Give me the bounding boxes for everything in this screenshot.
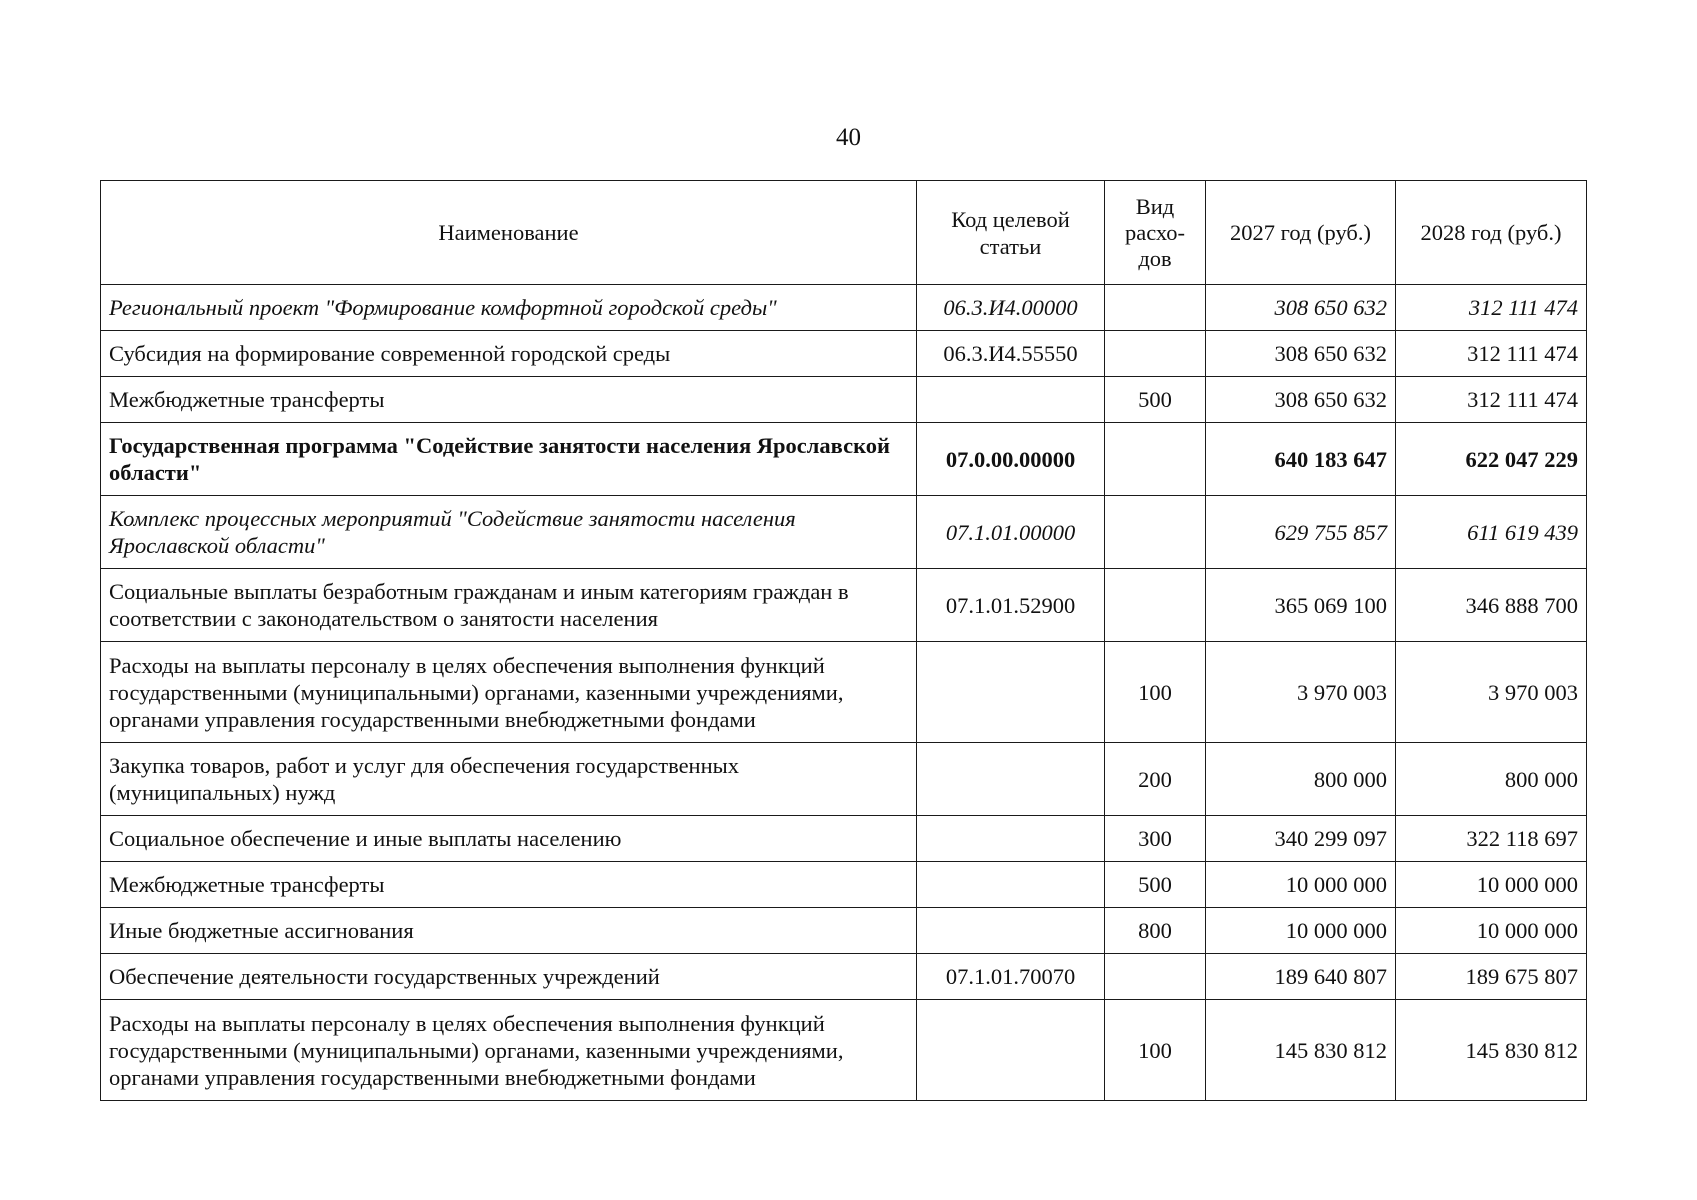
row-2028: 312 111 474 [1396,377,1587,423]
table-row [101,285,1587,331]
row-code: 07.1.01.00000 [917,496,1105,569]
row-vid [1105,954,1206,1000]
header-vid-line-1: Вид [1135,193,1175,219]
row-code [917,908,1105,954]
row-vid: 500 [1105,377,1206,423]
row-2027: 365 069 100 [1206,569,1396,642]
table-row [101,569,1587,642]
header-vid-line-3: дов [1138,245,1172,271]
row-2027: 308 650 632 [1206,377,1396,423]
row-vid [1105,285,1206,331]
header-name: Наименование [101,181,917,285]
row-2028: 312 111 474 [1396,285,1587,331]
row-vid [1105,331,1206,377]
header-2028: 2028 год (руб.) [1396,181,1587,285]
row-name: Межбюджетные трансферты [101,862,917,908]
row-vid: 100 [1105,1000,1206,1101]
row-2027: 800 000 [1206,743,1396,816]
row-2028: 312 111 474 [1396,331,1587,377]
table-row [101,816,1587,862]
table-row [101,908,1587,954]
table-header-row [101,181,1587,285]
row-2027: 145 830 812 [1206,1000,1396,1101]
row-2028: 3 970 003 [1396,642,1587,743]
row-name: Субсидия на формирование современной городской среды [101,331,917,377]
row-code: 06.3.И4.00000 [917,285,1105,331]
header-code: Код целевой статьи [917,181,1105,285]
row-2027: 308 650 632 [1206,331,1396,377]
row-name: Межбюджетные трансферты [101,377,917,423]
row-2028: 10 000 000 [1396,862,1587,908]
row-code [917,377,1105,423]
row-2028: 622 047 229 [1396,423,1587,496]
header-2027: 2027 год (руб.) [1206,181,1396,285]
budget-table [100,180,1587,1101]
row-code [917,816,1105,862]
row-2028: 611 619 439 [1396,496,1587,569]
row-vid [1105,569,1206,642]
table-row [101,331,1587,377]
row-vid: 800 [1105,908,1206,954]
row-2028: 322 118 697 [1396,816,1587,862]
row-2027: 189 640 807 [1206,954,1396,1000]
row-vid: 200 [1105,743,1206,816]
row-code [917,862,1105,908]
header-vid [1105,181,1206,285]
row-code: 07.0.00.00000 [917,423,1105,496]
row-code [917,1000,1105,1101]
row-2028: 145 830 812 [1396,1000,1587,1101]
row-name: Закупка товаров, работ и услуг для обеспечения государственных (муниципальных) нужд [101,743,917,816]
row-2027: 629 755 857 [1206,496,1396,569]
row-name: Иные бюджетные ассигнования [101,908,917,954]
row-2028: 10 000 000 [1396,908,1587,954]
row-name: Расходы на выплаты персоналу в целях обеспечения выполнения функций государственными (муниципальными) органами, казенными учреждениями, органами управления государственными внебюджетными фондами [101,1000,917,1101]
table-row [101,377,1587,423]
header-vid-line-2: расхо- [1124,219,1186,245]
table-row [101,954,1587,1000]
row-vid: 100 [1105,642,1206,743]
table-row [101,862,1587,908]
row-name: Государственная программа "Содействие занятости населения Ярославской области" [101,423,917,496]
row-2028: 800 000 [1396,743,1587,816]
row-2027: 3 970 003 [1206,642,1396,743]
row-vid: 500 [1105,862,1206,908]
table-row [101,743,1587,816]
row-vid [1105,496,1206,569]
row-name: Региональный проект "Формирование комфортной городской среды" [101,285,917,331]
row-code [917,642,1105,743]
row-code: 06.3.И4.55550 [917,331,1105,377]
row-name: Комплекс процессных мероприятий "Содействие занятости населения Ярославской области" [101,496,917,569]
row-2027: 340 299 097 [1206,816,1396,862]
row-2027: 640 183 647 [1206,423,1396,496]
table-row [101,1000,1587,1101]
page-number: 40 [836,124,861,151]
row-code [917,743,1105,816]
table-row [101,423,1587,496]
row-vid: 300 [1105,816,1206,862]
row-2028: 346 888 700 [1396,569,1587,642]
row-code: 07.1.01.70070 [917,954,1105,1000]
row-code: 07.1.01.52900 [917,569,1105,642]
row-name: Обеспечение деятельности государственных учреждений [101,954,917,1000]
table-row [101,642,1587,743]
row-vid [1105,423,1206,496]
row-2027: 10 000 000 [1206,908,1396,954]
row-2027: 10 000 000 [1206,862,1396,908]
row-2027: 308 650 632 [1206,285,1396,331]
table-row [101,496,1587,569]
row-name: Расходы на выплаты персоналу в целях обеспечения выполнения функций государственными (муниципальными) органами, казенными учреждениями, органами управления государственными внебюджетными фондами [101,642,917,743]
row-2028: 189 675 807 [1396,954,1587,1000]
row-name: Социальное обеспечение и иные выплаты населению [101,816,917,862]
row-name: Социальные выплаты безработным гражданам и иным категориям граждан в соответствии с законодательством о занятости населения [101,569,917,642]
